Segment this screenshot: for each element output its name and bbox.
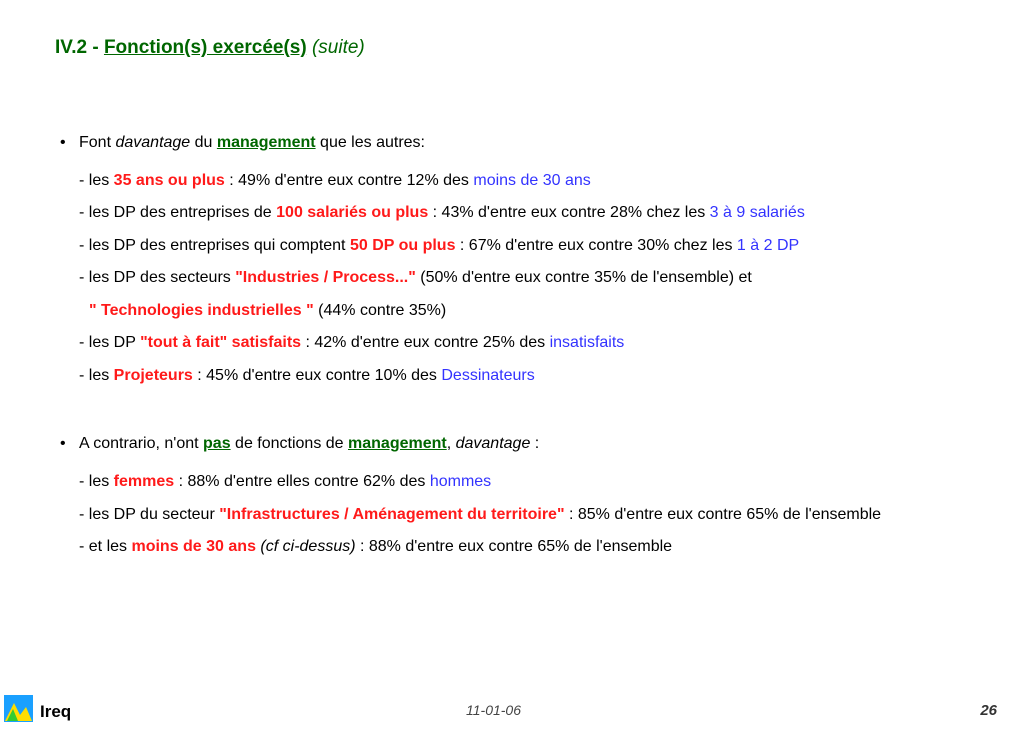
line-compare: Dessinateurs bbox=[441, 367, 535, 384]
line-highlight: Projeteurs bbox=[113, 367, 193, 384]
line-text: : 45% d'entre eux contre 10% des bbox=[192, 367, 442, 384]
section1-line-1 bbox=[79, 171, 591, 191]
line-highlight: "tout à fait" satisfaits bbox=[140, 334, 302, 351]
intro-keyword: management bbox=[216, 134, 316, 151]
line-text: : 88% d'entre eux contre 65% de l'ensemble bbox=[355, 538, 673, 555]
line-text: - les DP des secteurs bbox=[79, 269, 236, 286]
intro-text: Font bbox=[79, 134, 116, 151]
line-highlight: 100 salariés ou plus bbox=[276, 204, 429, 221]
line-text: : 67% d'entre eux contre 30% chez les bbox=[455, 237, 737, 254]
bullet-2: • bbox=[60, 435, 66, 452]
line-highlight: " Technologies industrielles " bbox=[89, 302, 314, 319]
line-highlight: "Industries / Process..." bbox=[235, 269, 416, 286]
intro-keyword: management bbox=[348, 435, 447, 452]
section1-line-5 bbox=[89, 301, 446, 321]
line-text: - les bbox=[79, 367, 114, 384]
line-text: - et les bbox=[79, 538, 132, 555]
line-text: : 49% d'entre eux contre 12% des bbox=[224, 172, 474, 189]
page-title bbox=[55, 37, 365, 59]
intro-keyword: pas bbox=[203, 435, 231, 452]
intro-text: du bbox=[190, 134, 217, 151]
intro-text: que les autres: bbox=[315, 134, 425, 151]
title-main: Fonction(s) exercée(s) bbox=[103, 37, 307, 58]
line-text: - les bbox=[79, 172, 114, 189]
intro-text: de fonctions de bbox=[230, 435, 349, 452]
line-compare: moins de 30 ans bbox=[473, 172, 591, 189]
section2-line-2 bbox=[79, 505, 881, 525]
line-text: (44% contre 35%) bbox=[313, 302, 447, 319]
section1-line-2 bbox=[79, 203, 805, 223]
intro-text: : bbox=[530, 435, 540, 452]
footer-date: 11-01-06 bbox=[466, 702, 522, 718]
line-text: - les DP des entreprises de bbox=[79, 204, 277, 221]
line-text: (50% d'entre eux contre 35% de l'ensemble) et bbox=[415, 269, 752, 286]
line-compare: 1 à 2 DP bbox=[736, 237, 800, 254]
line-compare: hommes bbox=[429, 473, 492, 490]
intro-emphasis: davantage bbox=[455, 435, 531, 452]
line-compare: 3 à 9 salariés bbox=[709, 204, 805, 221]
line-text: - les DP bbox=[79, 334, 141, 351]
section2-intro bbox=[79, 434, 539, 454]
intro-text: , bbox=[446, 435, 456, 452]
line-note: (cf ci-dessus) bbox=[260, 538, 356, 555]
title-suffix: (suite) bbox=[311, 37, 365, 58]
section1-intro bbox=[79, 133, 425, 153]
line-text: : 88% d'entre elles contre 62% des bbox=[174, 473, 430, 490]
intro-emphasis: davantage bbox=[115, 134, 191, 151]
bullet-1: • bbox=[60, 134, 66, 151]
line-text: - les bbox=[79, 473, 114, 490]
section2-line-3 bbox=[79, 537, 672, 557]
ireq-logo-icon bbox=[4, 695, 33, 722]
line-text: - les DP du secteur bbox=[79, 506, 220, 523]
line-text: : 85% d'entre eux contre 65% de l'ensemble bbox=[564, 506, 882, 523]
line-highlight: 35 ans ou plus bbox=[113, 172, 225, 189]
title-prefix: IV.2 - bbox=[55, 37, 104, 58]
line-highlight: 50 DP ou plus bbox=[349, 237, 456, 254]
line-text: : 43% d'entre eux contre 28% chez les bbox=[428, 204, 710, 221]
line-text: : 42% d'entre eux contre 25% des bbox=[301, 334, 550, 351]
section1-line-6 bbox=[79, 333, 624, 353]
line-highlight: femmes bbox=[113, 473, 175, 490]
line-highlight: "Infrastructures / Aménagement du territoire" bbox=[219, 506, 565, 523]
section1-line-3 bbox=[79, 236, 799, 256]
section1-line-4 bbox=[79, 268, 752, 288]
section1-line-7 bbox=[79, 366, 535, 386]
intro-text: A contrario, n'ont bbox=[79, 435, 204, 452]
footer-brand: Ireq bbox=[40, 702, 72, 721]
line-compare: insatisfaits bbox=[549, 334, 625, 351]
line-highlight: moins de 30 ans bbox=[131, 538, 256, 555]
page-number: 26 bbox=[980, 702, 997, 719]
section2-line-1 bbox=[79, 472, 491, 492]
line-text: - les DP des entreprises qui comptent bbox=[79, 237, 350, 254]
